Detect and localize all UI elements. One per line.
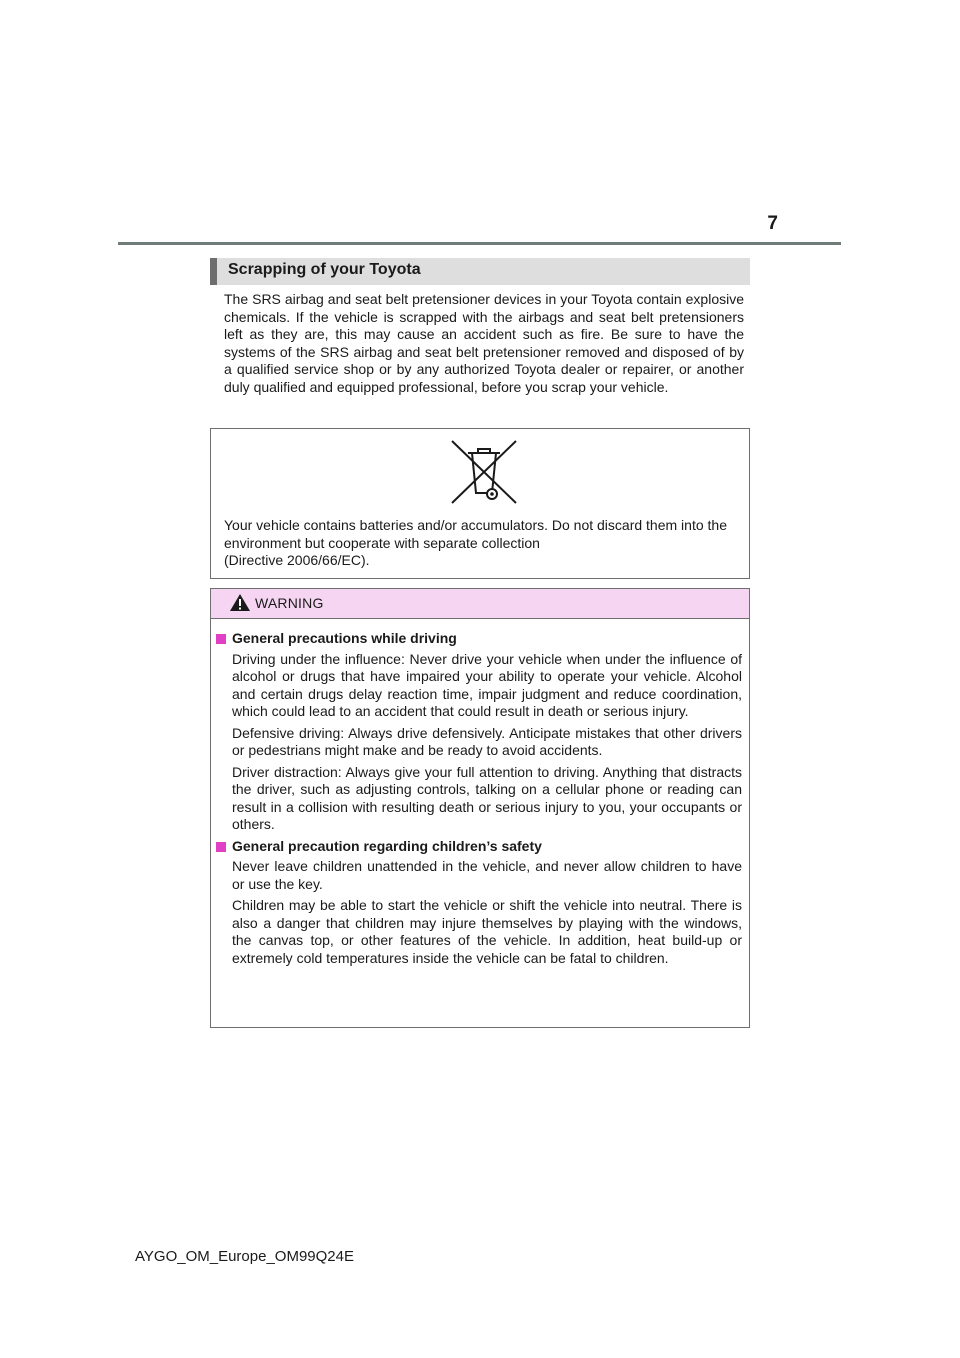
disposal-text	[224, 517, 744, 570]
warning-paragraph: Driving under the influence: Never drive your vehicle when under the influence of alcohol or drugs that have impaired your ability to operate your vehicle. Alcohol and certain drugs delay reaction time, impair judgment and reduce coordination, which could lead to an accident that could result in death or serious injury.	[232, 650, 742, 719]
warning-paragraph: Defensive driving: Always drive defensively. Anticipate mistakes that other drivers or pedestrians might make and be ready to avoid accidents.	[232, 724, 742, 758]
warning-paragraph: Children may be able to start the vehicle or shift the vehicle into neutral. There is also a danger that children may injure themselves by playing with the windows, the canvas top, or other features of the vehicle. In addition, heat build-up or extremely cold temperatures inside the vehicle can be fatal to children.	[232, 897, 742, 966]
crossed-out-wheelie-bin-icon	[450, 439, 518, 505]
bullet-square-icon	[216, 634, 226, 644]
header-rule	[118, 242, 841, 245]
bullet-square-icon	[216, 842, 226, 852]
warning-label: WARNING	[255, 595, 324, 611]
section-title: Scrapping of your Toyota	[228, 261, 421, 278]
footer-document-code: AYGO_OM_Europe_OM99Q24E	[135, 1248, 354, 1265]
warning-paragraph: Never leave children unattended in the vehicle, and never allow children to have or use the key.	[232, 858, 742, 892]
disposal-line-1: Your vehicle contains batteries and/or accumulators. Do not discard them into the environment but cooperate with separate collection	[224, 517, 727, 551]
page-number: 7	[767, 213, 778, 234]
disposal-notice	[210, 428, 750, 579]
warning-triangle-icon	[229, 593, 251, 612]
disposal-line-2: (Directive 2006/66/EC).	[224, 552, 370, 568]
warning-heading-children	[216, 838, 742, 856]
warning-heading-text: General precautions while driving	[232, 630, 457, 646]
section-heading	[210, 258, 750, 285]
warning-header	[211, 589, 749, 619]
warning-box	[210, 588, 750, 1028]
section-body: The SRS airbag and seat belt pretensioner devices in your Toyota contain explosive chemicals. If the vehicle is scrapped with the airbags and seat belt pretensioners left as they are, this may cause an accident such as fire. Be sure to have the systems of the SRS airbag and seat belt pretensioner removed and disposed of by a qualified service shop or by any authorized Toyota dealer or repairer, or another duly qualified and equipped professional, before you scrap your vehicle.	[224, 291, 744, 395]
warning-paragraph: Driver distraction: Always give your full attention to driving. Anything that distracts the driver, such as adjusting controls, talking on a cellular phone or reading can result in a collision with resulting death or serious injury to you, your occupants or others.	[232, 763, 742, 832]
warning-heading-text: General precaution regarding children’s safety	[232, 837, 542, 854]
warning-body	[216, 630, 742, 971]
warning-heading-driving	[216, 630, 742, 648]
